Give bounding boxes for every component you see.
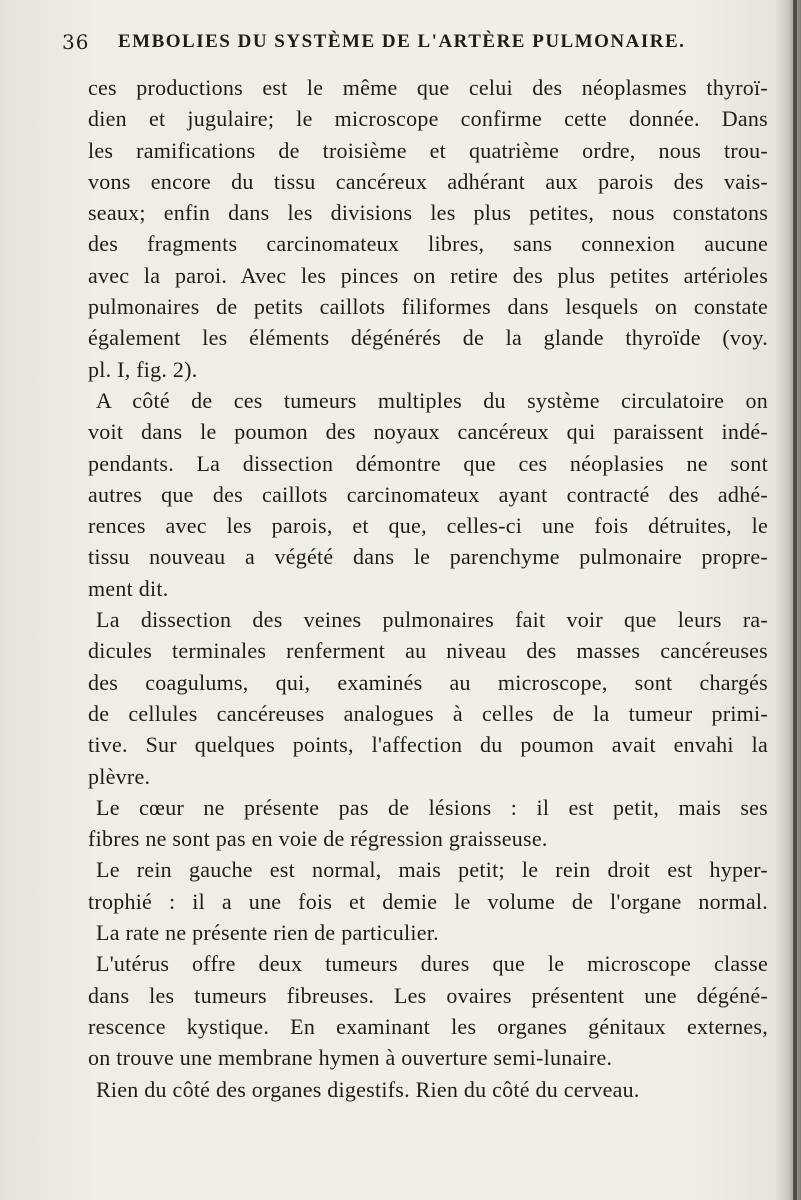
text-line: pl. I, fig. 2). — [88, 356, 198, 382]
page-edge-shadow — [775, 0, 801, 1200]
text-line: dans les tumeurs fibreuses. Les ovaires présentent une dégéné- — [88, 982, 768, 1008]
text-line: également les éléments dégénérés de la glande thyroïde (voy. — [88, 325, 768, 351]
text-line: trophié : il a une fois et demie le volume de l'organe normal. — [88, 888, 768, 914]
text-line: on trouve une membrane hymen à ouverture semi-lunaire. — [88, 1045, 613, 1071]
page-number: 36 — [62, 30, 90, 54]
text-line: des fragments carcinomateux libres, sans connexion aucune — [88, 231, 768, 257]
text-line: fibres ne sont pas en voie de régression graisseuse. — [88, 826, 548, 852]
text-line: La rate ne présente rien de particulier. — [96, 920, 439, 946]
text-line: pulmonaires de petits caillots filiformes dans lesquels on constate — [88, 294, 768, 320]
text-line: avec la paroi. Avec les pinces on retire des plus petites artérioles — [88, 262, 768, 288]
page-header — [62, 30, 752, 60]
text-line: les ramifications de troisième et quatrième ordre, nous trou- — [88, 137, 768, 163]
text-line: de cellules cancéreuses analogues à celles de la tumeur primi- — [88, 700, 768, 726]
text-line: des coagulums, qui, examinés au microscope, sont chargés — [88, 669, 768, 695]
body-text — [88, 72, 768, 1105]
text-line: A côté de ces tumeurs multiples du système circulatoire on — [96, 387, 768, 413]
text-line: Le rein gauche est normal, mais petit; le rein droit est hyper- — [96, 857, 768, 883]
text-line: L'utérus offre deux tumeurs dures que le microscope classe — [96, 951, 768, 977]
running-head: EMBOLIES DU SYSTÈME DE L'ARTÈRE PULMONAIRE. — [118, 31, 686, 52]
binding-line — [793, 0, 797, 1200]
text-line: plèvre. — [88, 763, 151, 789]
text-line: dien et jugulaire; le microscope confirme cette donnée. Dans — [88, 106, 768, 132]
text-line: rescence kystique. En examinant les organes génitaux externes, — [88, 1013, 768, 1039]
text-line: dicules terminales renferment au niveau des masses cancéreuses — [88, 638, 768, 664]
text-line: seaux; enfin dans les divisions les plus petites, nous constatons — [88, 200, 768, 226]
text-line: ces productions est le même que celui des néoplasmes thyroï- — [88, 75, 768, 100]
text-line: tive. Sur quelques points, l'affection du poumon avait envahi la — [88, 732, 768, 758]
text-line: pendants. La dissection démontre que ces néoplasies ne sont — [88, 450, 768, 476]
text-line: rences avec les parois, et que, celles-ci une fois détruites, le — [88, 513, 768, 539]
text-line: La dissection des veines pulmonaires fait voir que leurs ra- — [96, 607, 768, 633]
text-line: Rien du côté des organes digestifs. Rien du côté du cerveau. — [96, 1076, 640, 1102]
text-line: tissu nouveau a végété dans le parenchyme pulmonaire propre- — [88, 544, 768, 570]
text-line: autres que des caillots carcinomateux ayant contracté des adhé- — [88, 481, 768, 507]
text-line: vons encore du tissu cancéreux adhérant aux parois des vais- — [88, 168, 768, 194]
text-line: Le cœur ne présente pas de lésions : il est petit, mais ses — [96, 794, 768, 820]
text-line: voit dans le poumon des noyaux cancéreux qui paraissent indé- — [88, 419, 768, 445]
text-line: ment dit. — [88, 575, 169, 601]
